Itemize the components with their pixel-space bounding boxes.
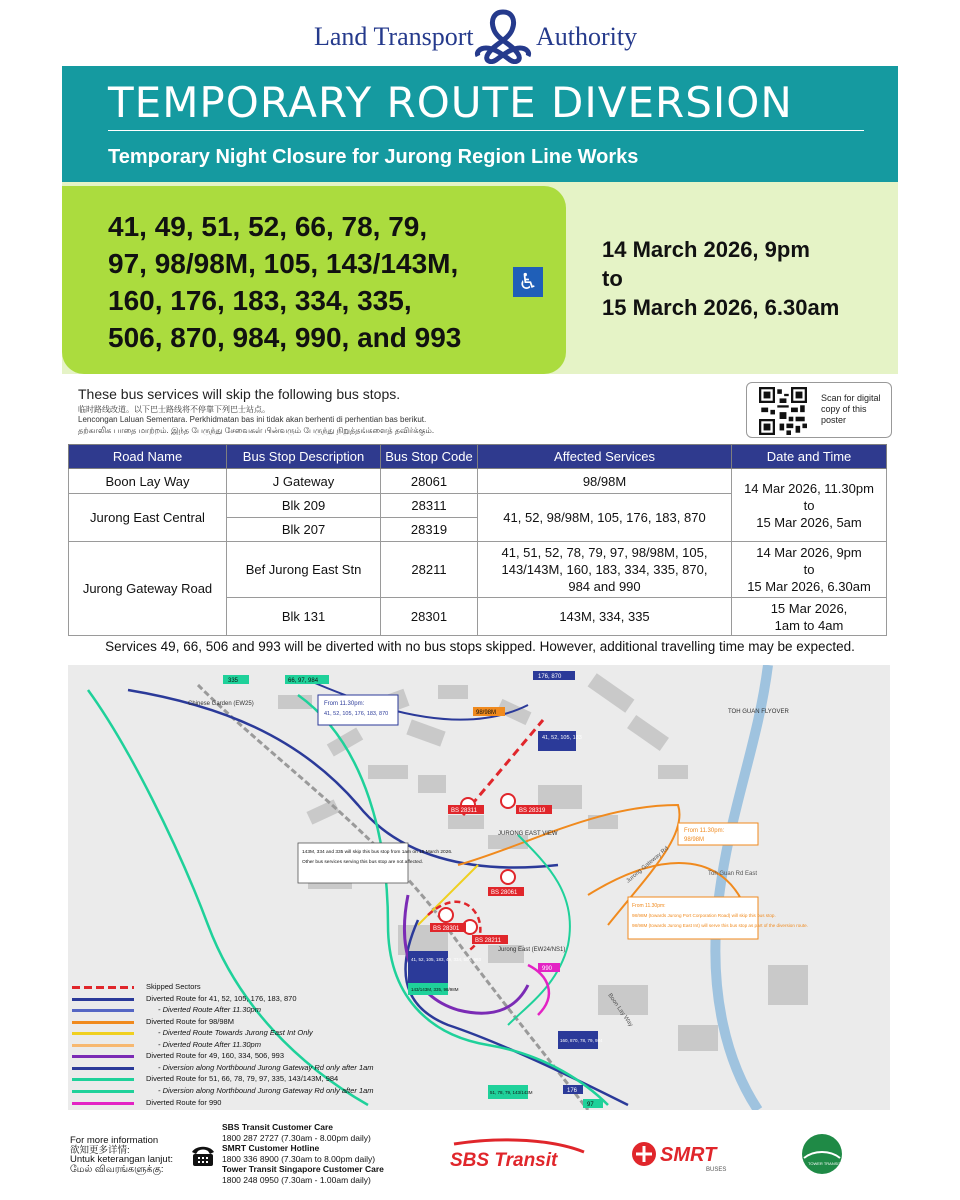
no-skip-note: Services 49, 66, 506 and 993 will be diverted with no bus stops skipped. However, additional travelling time may be expected. bbox=[105, 639, 855, 654]
cell-desc: Blk 207 bbox=[227, 518, 381, 542]
sbs-care-title: SBS Transit Customer Care bbox=[222, 1122, 334, 1132]
bs-28311: BS 28311 bbox=[451, 808, 477, 814]
bs-28061: BS 28061 bbox=[491, 890, 518, 896]
affected-stops-table bbox=[68, 444, 887, 636]
label-boon-lay-way: Boon Lay Way bbox=[606, 992, 634, 1028]
table-header-row bbox=[69, 445, 887, 469]
tag-97: 97 bbox=[587, 1102, 594, 1108]
legend-swatch bbox=[72, 1102, 134, 1105]
services-panel bbox=[62, 182, 898, 374]
legend-label: Diverted Route for 98/98M bbox=[146, 1017, 234, 1026]
header-stop-description: Bus Stop Description bbox=[227, 445, 381, 469]
bs-28301: BS 28301 bbox=[433, 926, 460, 932]
services-line: 160, 176, 183, 334, 335, bbox=[108, 285, 412, 316]
cell-desc: J Gateway bbox=[227, 469, 381, 494]
footer-info-zh: 欲知更多详情: bbox=[70, 1144, 130, 1156]
footer-hotlines bbox=[222, 1122, 384, 1185]
cell-code: 28311 bbox=[381, 494, 478, 518]
label-chinese-garden: Chinese Garden (EW25) bbox=[188, 701, 254, 707]
label-jurong-gateway-rd: Jurong Gateway Rd bbox=[625, 845, 670, 885]
legend-label: - Diverted Route After 11.30pm bbox=[158, 1005, 261, 1014]
sbs-logo-text: SBS Transit bbox=[450, 1150, 558, 1171]
lta-logo-mark-icon bbox=[472, 8, 534, 64]
note-skip-e: 98/98M (towards Jurong East Int) will serve this bus stop as part of the diversion route. bbox=[632, 923, 808, 928]
banner-divider bbox=[108, 130, 864, 131]
services-list bbox=[108, 208, 508, 356]
time-line: 14 Mar 2026, 11.30pm bbox=[744, 480, 874, 496]
cell-time bbox=[732, 542, 887, 598]
footer-info-en: For more information bbox=[70, 1135, 159, 1146]
smrt-care-title: SMRT Customer Hotline bbox=[222, 1143, 320, 1153]
cell-services: 143M, 334, 335 bbox=[478, 598, 732, 636]
period-start: 14 March 2026, 9pm bbox=[602, 237, 810, 262]
note-from-1130-a-services: 41, 52, 105, 176, 183, 870 bbox=[324, 711, 389, 717]
smrt-care-number[interactable]: 1800 336 8900 (7.30am to 8.00pm daily) bbox=[222, 1153, 376, 1164]
smrt-logo-sub: BUSES bbox=[706, 1167, 727, 1173]
intro-english: These bus services will skip the following bus stops. bbox=[78, 386, 401, 402]
cell-services: 41, 52, 98/98M, 105, 176, 183, 870 bbox=[478, 494, 732, 542]
tag-41-52: 41, 52, 105, 183 bbox=[542, 735, 582, 741]
legend-swatch bbox=[72, 1078, 134, 1081]
period-end: 15 March 2026, 6.30am bbox=[602, 295, 840, 320]
table-row bbox=[69, 542, 887, 598]
tag-stack: 41, 52, 105, 183, 49, 334, 506, 993 bbox=[411, 957, 482, 962]
tag-176-870: 176, 870 bbox=[538, 674, 562, 680]
legend-label: Skipped Sectors bbox=[146, 982, 201, 991]
tower-transit-logo bbox=[800, 1132, 890, 1176]
time-line: 15 Mar 2026, 5am bbox=[756, 514, 862, 530]
tower-care-title: Tower Transit Singapore Customer Care bbox=[222, 1164, 384, 1174]
services-line: 41, 49, 51, 52, 66, 78, 79, bbox=[108, 211, 428, 242]
label-toh-guan: TOH GUAN FLYOVER bbox=[728, 709, 789, 715]
time-line: 15 Mar 2026, bbox=[770, 600, 848, 616]
tag-176: 176 bbox=[567, 1088, 578, 1094]
legend-label: Diverted Route for 990 bbox=[146, 1098, 222, 1107]
cell-time bbox=[732, 598, 887, 636]
footer-info-ta: மேல் விவரங்களுக்கு: bbox=[70, 1163, 164, 1175]
title-banner bbox=[62, 66, 898, 182]
period-to: to bbox=[602, 266, 623, 291]
cell-desc: Bef Jurong East Stn bbox=[227, 542, 381, 598]
legend-swatch bbox=[72, 1090, 134, 1093]
tag-stack-2: 143/143M, 335, 98/98M bbox=[411, 987, 459, 992]
bs-28319: BS 28319 bbox=[519, 808, 546, 814]
sbs-transit-logo bbox=[444, 1138, 594, 1174]
time-line: to bbox=[803, 562, 815, 577]
legend-swatch bbox=[72, 1032, 134, 1035]
label-jurong-east-stn: Jurong East (EW24/NS1) bbox=[498, 947, 566, 953]
phone-icon bbox=[190, 1142, 216, 1168]
page-subtitle: Temporary Night Closure for Jurong Region Line Works bbox=[108, 146, 639, 168]
label-toh-guan-rd: Toh Guan Rd East bbox=[708, 871, 758, 877]
legend-label: Diverted Route for 41, 52, 105, 176, 183, 870 bbox=[146, 994, 297, 1003]
smrt-logo bbox=[630, 1138, 740, 1174]
note-skip-a: 143M, 334 and 335 will skip this bus stop from 1am on 15 March 2026. bbox=[302, 850, 453, 855]
table-row bbox=[69, 469, 887, 494]
legend-swatch bbox=[72, 1009, 134, 1012]
legend-label: Diverted Route for 49, 160, 334, 506, 993 bbox=[146, 1051, 285, 1060]
tower-logo-text: TOWER TRANSIT bbox=[808, 1161, 841, 1166]
note-from-1130-b: From 11.30pm: bbox=[684, 828, 725, 834]
lta-logo bbox=[0, 8, 960, 64]
sbs-care-number[interactable]: 1800 287 2727 (7.30am - 8.00pm daily) bbox=[222, 1132, 371, 1143]
intro-malay: Lencongan Laluan Sementara. Perkhidmatan bas ini tidak akan berhenti di perhentian bas berikut. bbox=[78, 415, 427, 424]
services-line: 984 and 990 bbox=[568, 579, 641, 594]
time-line: to bbox=[803, 497, 815, 513]
footer-info-ms: Untuk keterangan lanjut: bbox=[70, 1154, 173, 1165]
note-skip-c: From 11.30pm: bbox=[632, 903, 666, 909]
legend-swatch bbox=[72, 998, 134, 1001]
qr-label: Scan for digital copy of this poster bbox=[821, 393, 881, 425]
logo-text-right: Authority bbox=[536, 22, 638, 51]
tag-51-78: 51, 78, 79, 143/143M bbox=[490, 1090, 533, 1095]
bs-28211: BS 28211 bbox=[475, 938, 501, 944]
cell-time bbox=[732, 469, 887, 542]
qr-code-icon[interactable] bbox=[759, 387, 807, 435]
legend-swatch bbox=[72, 1055, 134, 1058]
cell-desc: Blk 131 bbox=[227, 598, 381, 636]
legend-label: - Diversion along Northbound Jurong Gateway Rd only after 1am bbox=[158, 1063, 374, 1072]
legend-swatch bbox=[72, 1021, 134, 1024]
footer-info bbox=[70, 1136, 173, 1174]
services-line: 41, 51, 52, 78, 79, 97, 98/98M, 105, bbox=[501, 545, 708, 560]
note-skip-b: Other bus services serving this bus stop are not affected. bbox=[302, 860, 423, 865]
diversion-period bbox=[602, 235, 839, 322]
time-line: 1am to 4am bbox=[774, 617, 844, 633]
note-skip-d: 98/98M (towards Jurong Port Corporation Road) will skip this bus stop. bbox=[632, 913, 776, 918]
services-line: 506, 870, 984, 990, and 993 bbox=[108, 322, 462, 353]
cell-services bbox=[478, 542, 732, 598]
cell-code: 28301 bbox=[381, 598, 478, 636]
tag-990: 990 bbox=[542, 966, 553, 972]
header-date-time: Date and Time bbox=[732, 445, 887, 469]
legend-label: - Diverted Route After 11.30pm bbox=[158, 1040, 261, 1049]
tag-160-870: 160, 870, 78, 79, 984 bbox=[560, 1038, 603, 1043]
legend-label: Diverted Route for 51, 66, 78, 79, 97, 335, 143/143M, 984 bbox=[146, 1074, 339, 1083]
services-line: 143/143M, 160, 183, 334, 335, 870, bbox=[501, 562, 708, 577]
intro-tamil: தற்காலிக பாதை மாற்றம். இந்த பேருந்து சேவைகள் பின்வரும் பேருந்து நிறுத்தங்களைத் தவிர்க்கும். bbox=[78, 426, 435, 435]
services-box bbox=[62, 186, 566, 374]
cell-code: 28319 bbox=[381, 518, 478, 542]
time-line: 15 Mar 2026, 6.30am bbox=[747, 579, 871, 594]
services-line: 97, 98/98M, 105, 143/143M, bbox=[108, 248, 459, 279]
cell-road: Boon Lay Way bbox=[69, 469, 227, 494]
cell-services: 98/98M bbox=[478, 469, 732, 494]
legend-swatch bbox=[72, 1044, 134, 1047]
cell-road: Jurong Gateway Road bbox=[69, 542, 227, 636]
legend-label: - Diversion along Northbound Jurong Gateway Rd only after 1am bbox=[158, 1086, 374, 1095]
wheelchair-icon: ♿ bbox=[513, 267, 543, 297]
legend-label: - Diverted Route Towards Jurong East Int Only bbox=[158, 1028, 313, 1037]
page-title: TEMPORARY ROUTE DIVERSION bbox=[108, 78, 793, 127]
cell-code: 28211 bbox=[381, 542, 478, 598]
tag-335: 335 bbox=[228, 678, 239, 684]
intro-chinese: 临时路线改道。以下巴士路线将不停靠下列巴士站点。 bbox=[78, 405, 270, 414]
logo-text-left: Land Transport bbox=[314, 22, 474, 51]
header-affected-services: Affected Services bbox=[478, 445, 732, 469]
time-line: 14 Mar 2026, 9pm bbox=[756, 545, 862, 560]
tag-98: 98/98M bbox=[476, 710, 497, 716]
label-jurong-east-view: JURONG EAST VIEW bbox=[498, 831, 558, 837]
note-from-1130-a: From 11.30pm: bbox=[324, 701, 365, 707]
legend-swatch bbox=[72, 986, 134, 989]
header-stop-code: Bus Stop Code bbox=[381, 445, 478, 469]
smrt-logo-text: SMRT bbox=[660, 1144, 717, 1166]
cell-road: Jurong East Central bbox=[69, 494, 227, 542]
note-from-1130-b-services: 98/98M bbox=[684, 837, 705, 843]
qr-panel[interactable] bbox=[746, 382, 892, 438]
cell-code: 28061 bbox=[381, 469, 478, 494]
tower-care-number[interactable]: 1800 248 0950 (7.30am - 1.00am daily) bbox=[222, 1174, 371, 1185]
cell-desc: Blk 209 bbox=[227, 494, 381, 518]
legend-swatch bbox=[72, 1067, 134, 1070]
tag-66-97: 66, 97, 984 bbox=[288, 678, 319, 684]
header-road-name: Road Name bbox=[69, 445, 227, 469]
